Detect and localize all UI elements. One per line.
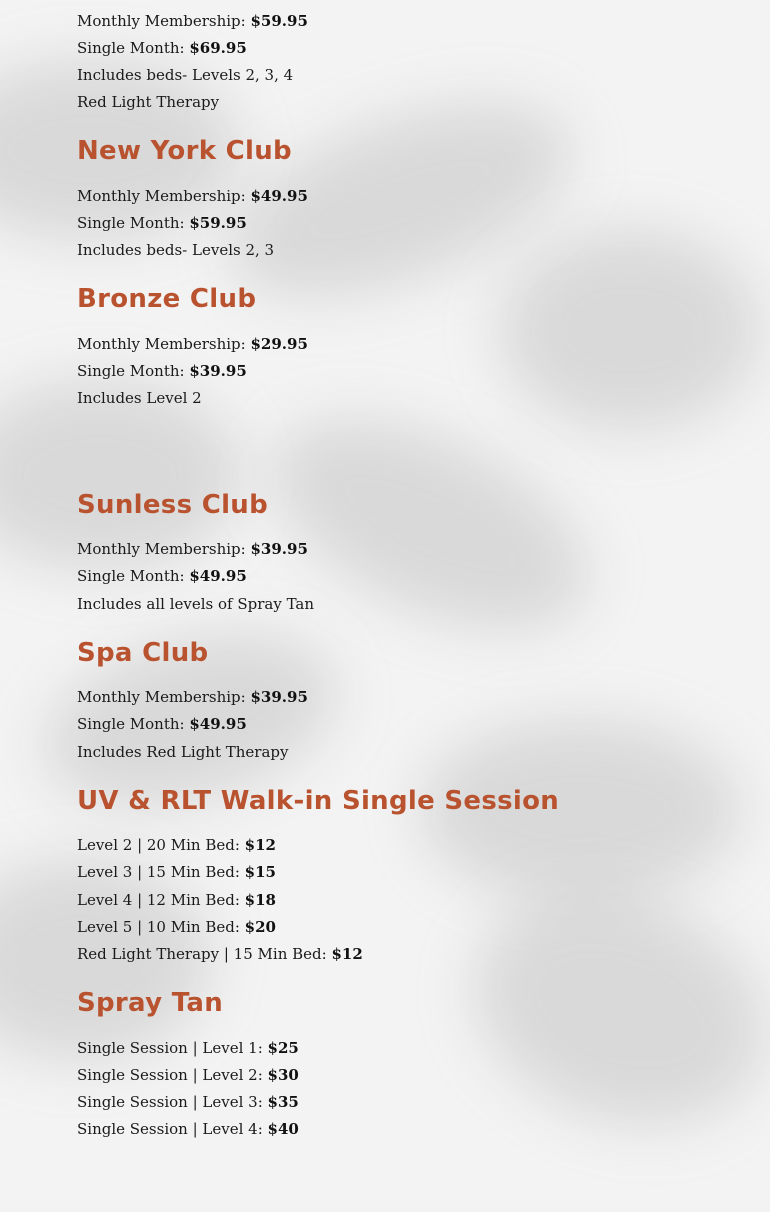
price-line: Single Session | Level 3: $35 [77, 1093, 299, 1111]
price-line: Level 3 | 15 Min Bed: $15 [77, 863, 276, 881]
price-line: Single Month: $59.95 [77, 214, 247, 232]
section-title-uv-rlt-walk-in: UV & RLT Walk-in Single Session [77, 786, 560, 816]
price-line: Monthly Membership: $59.95 [77, 12, 308, 30]
section-title-spray-tan: Spray Tan [77, 988, 224, 1018]
section-title-spa-club: Spa Club [77, 638, 209, 668]
section-title-bronze-club: Bronze Club [77, 284, 257, 314]
info-line: Includes beds- Levels 2, 3, 4 [77, 66, 294, 84]
price-line: Single Session | Level 2: $30 [77, 1066, 299, 1084]
price-line: Level 5 | 10 Min Bed: $20 [77, 918, 276, 936]
info-line: Includes Level 2 [77, 389, 202, 407]
info-line: Includes Red Light Therapy [77, 743, 289, 761]
price-line: Level 2 | 20 Min Bed: $12 [77, 836, 276, 854]
info-line: Red Light Therapy [77, 93, 220, 111]
price-line: Single Month: $49.95 [77, 715, 247, 733]
section-title-new-york-club: New York Club [77, 136, 292, 166]
price-line: Red Light Therapy | 15 Min Bed: $12 [77, 945, 363, 963]
section-title-sunless-club: Sunless Club [77, 490, 269, 520]
info-line: Includes all levels of Spray Tan [77, 595, 315, 613]
price-line: Single Month: $69.95 [77, 39, 247, 57]
info-line: Includes beds- Levels 2, 3 [77, 241, 275, 259]
price-line: Single Session | Level 4: $40 [77, 1120, 299, 1138]
price-line: Level 4 | 12 Min Bed: $18 [77, 891, 276, 909]
price-line: Single Month: $39.95 [77, 362, 247, 380]
price-line: Single Month: $49.95 [77, 567, 247, 585]
price-line: Monthly Membership: $49.95 [77, 187, 308, 205]
price-line: Monthly Membership: $39.95 [77, 688, 308, 706]
price-line: Single Session | Level 1: $25 [77, 1039, 299, 1057]
price-line: Monthly Membership: $39.95 [77, 540, 308, 558]
price-line: Monthly Membership: $29.95 [77, 335, 308, 353]
